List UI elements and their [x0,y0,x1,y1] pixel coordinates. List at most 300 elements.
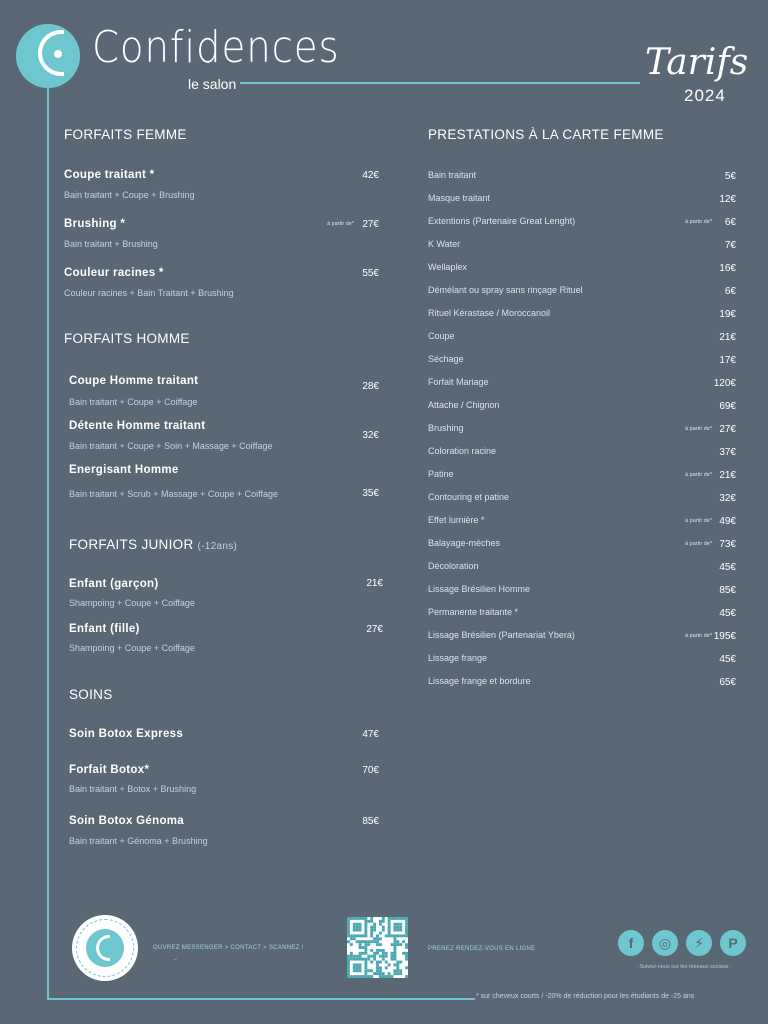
qr-module [399,972,402,975]
qr-module [385,934,388,937]
qr-module [367,943,370,946]
qr-module [399,943,402,946]
qr-module [370,949,373,952]
qr-module [388,932,391,935]
qr-module [373,926,376,929]
brand-subtitle: le salon [188,76,237,92]
qr-module [347,972,350,975]
qr-module [347,920,350,923]
qr-module [347,975,350,978]
carte-item-price: 73€ [719,539,736,550]
qr-module [396,963,399,966]
qr-module [359,929,362,932]
menu-item-desc: Couleur racines + Bain Traitant + Brushing [64,288,234,298]
qr-module [393,926,396,929]
badge-c-mark [96,935,110,961]
carte-item-name: Coupe [428,331,455,341]
qr-module [364,934,367,937]
menu-item-name: Enfant (fille) [69,623,140,635]
qr-module [393,923,396,926]
qr-module [382,917,385,920]
qr-module [370,920,373,923]
qr-module [362,958,365,961]
qr-module [385,966,388,969]
qr-module [379,955,382,958]
messenger-icon[interactable] [686,930,712,956]
qr-module [370,975,373,978]
qr-module [405,943,408,946]
qr-module [391,958,394,961]
qr-module [364,923,367,926]
carte-item-name: Balayage-mèches [428,538,501,548]
qr-module [347,940,350,943]
qr-module [353,923,356,926]
qr-module [382,952,385,955]
carte-item-name: Masque traitant [428,193,491,203]
qr-module [356,923,359,926]
qr-module [370,940,373,943]
logo-dot [54,50,62,58]
qr-module [364,969,367,972]
menu-item-price: 35€ [362,488,379,499]
qr-module [393,917,396,920]
carte-item-price: 49€ [719,516,736,527]
qr-module [393,934,396,937]
menu-item-desc: Bain traitant + Scrub + Massage + Coupe + Coiffage [69,489,278,499]
qr-module [405,929,408,932]
social-glyph: ◎ [658,934,672,951]
qr-module [376,969,379,972]
qr-module [388,917,391,920]
menu-item-price: 28€ [362,381,379,392]
qr-module [373,955,376,958]
qr-module [364,929,367,932]
qr-module [393,946,396,949]
header-divider [240,82,640,84]
qr-module [382,958,385,961]
price-from-label: à partir de* [685,426,712,432]
qr-module [376,952,379,955]
section-title-carte-femme: PRESTATIONS À LA CARTE FEMME [428,127,664,142]
qr-module [370,917,373,920]
carte-item-name: Décoloration [428,561,479,571]
qr-module [405,923,408,926]
carte-item-name: Lissage Brésilien Homme [428,584,531,594]
qr-module [350,934,353,937]
carte-item-name: Patine [428,469,454,479]
qr-module [405,932,408,935]
menu-item-desc: Shampoing + Coupe + Coiffage [69,598,195,608]
menu-item-name: Forfait Botox* [69,764,150,776]
carte-item-price: 6€ [724,286,736,297]
qr-module [388,934,391,937]
qr-module [405,917,408,920]
qr-module [388,926,391,929]
brand-name: Confidences [92,22,340,73]
qr-module [382,926,385,929]
qr-module [393,929,396,932]
carte-item-name: Lissage frange et bordure [428,676,531,686]
qr-module [391,917,394,920]
qr-module [379,923,382,926]
qr-module [347,955,350,958]
qr-module [402,940,405,943]
messenger-code-badge[interactable] [72,915,138,981]
qr-module [359,958,362,961]
qr-module [364,963,367,966]
price-from-label: à partir de* [685,472,712,478]
qr-module [359,969,362,972]
qr-module [399,934,402,937]
carte-item-price: 6€ [724,217,736,228]
qr-module [376,934,379,937]
qr-module [364,961,367,964]
qr-module [359,952,362,955]
menu-item-price: 21€ [366,578,383,589]
qr-module [388,920,391,923]
social-glyph: ⚡ [694,934,704,951]
qr-module [347,932,350,935]
carte-item-name: Lissage Brésilien (Partenariat Ybera) [428,630,575,640]
qr-module [399,926,402,929]
carte-item-price: 45€ [719,562,736,573]
qr-module [364,932,367,935]
section-title-text: FORFAITS JUNIOR [69,537,194,552]
qr-module [364,920,367,923]
qr-module [376,961,379,964]
price-from-label: à partir de* [685,541,712,547]
qr-module [391,955,394,958]
menu-item-name: Couleur racines * [64,267,164,279]
carte-item-price: 19€ [719,309,736,320]
qr-module [382,975,385,978]
qr-module [347,969,350,972]
qr-module [370,955,373,958]
qr-module [382,955,385,958]
qr-module [388,975,391,978]
qr-module [385,952,388,955]
qr-module [347,917,350,920]
qr-module [364,952,367,955]
qr-module [382,929,385,932]
qr-module [359,963,362,966]
menu-item-price: 27€ [366,624,383,635]
qr-module [347,958,350,961]
carte-item-price: 120€ [713,378,736,389]
qr-module [393,940,396,943]
qr-module [350,958,353,961]
qr-module [350,955,353,958]
pinterest-icon[interactable] [720,930,746,956]
qr-code[interactable] [347,917,408,978]
qr-module [405,958,408,961]
menu-item-price: 85€ [362,816,379,827]
frame-vertical-line [47,88,49,1000]
carte-item-name: Démélant ou spray sans rinçage Rituel [428,285,583,295]
qr-module [353,929,356,932]
arrow-icon: → [172,956,179,962]
qr-module [356,969,359,972]
menu-item-name: Coupe traitant * [64,169,155,181]
menu-item-price: 70€ [362,765,379,776]
qr-module [359,934,362,937]
carte-item-name: Séchage [428,354,464,364]
qr-module [396,940,399,943]
qr-module [347,926,350,929]
carte-item-name: Brushing [428,423,464,433]
page-title: Tarifs [645,42,749,83]
brand-logo [16,24,80,88]
qr-module [396,961,399,964]
qr-module [370,961,373,964]
qr-module [364,943,367,946]
qr-module [350,943,353,946]
qr-module [373,952,376,955]
qr-module [356,955,359,958]
qr-module [393,958,396,961]
qr-module [356,926,359,929]
carte-item-name: Attache / Chignon [428,400,500,410]
section-title-soins: SOINS [69,687,113,702]
qr-module [356,963,359,966]
qr-module [373,929,376,932]
qr-module [379,937,382,940]
qr-module [405,975,408,978]
instagram-icon[interactable] [652,930,678,956]
menu-item-desc: Bain traitant + Coupe + Coiffage [69,397,198,407]
qr-module [364,958,367,961]
qr-module [379,969,382,972]
qr-module [393,972,396,975]
qr-module [356,940,359,943]
carte-item-name: Bain traitant [428,170,477,180]
qr-module [376,940,379,943]
qr-module [347,961,350,964]
qr-module [402,952,405,955]
qr-module [393,955,396,958]
qr-module [376,937,379,940]
section-title-forfaits-homme: FORFAITS HOMME [64,331,190,346]
qr-module [364,946,367,949]
carte-item-name: Contouring et patine [428,492,510,502]
qr-module [388,963,391,966]
menu-item-desc: Bain traitant + Coupe + Soin + Massage + Coiffage [69,441,273,451]
carte-item-price: 7€ [724,240,736,251]
qr-module [376,943,379,946]
qr-module [370,929,373,932]
qr-module [359,975,362,978]
qr-module [405,934,408,937]
qr-module [359,917,362,920]
qr-module [353,955,356,958]
price-from-label: à partir de* [685,219,712,225]
qr-module [376,963,379,966]
page-year: 2024 [684,86,726,105]
qr-module [379,975,382,978]
qr-module [393,952,396,955]
qr-module [353,975,356,978]
menu-item-desc: Bain traitant + Botox + Brushing [69,784,197,794]
qr-module [388,929,391,932]
frame-bottom-line [47,998,475,1000]
qr-module [405,920,408,923]
qr-module [399,917,402,920]
menu-item-name: Energisant Homme [69,464,179,476]
carte-item-name: K Water [428,239,461,249]
qr-module [356,975,359,978]
qr-module [353,963,356,966]
qr-module [373,958,376,961]
section-subtitle: (-12ans) [197,541,238,552]
qr-module [356,958,359,961]
qr-module [373,937,376,940]
price-from-label: à partir de* [327,221,354,227]
menu-item-price: 32€ [362,430,379,441]
qr-module [388,923,391,926]
qr-module [391,943,394,946]
qr-module [373,940,376,943]
qr-module [367,940,370,943]
qr-module [364,972,367,975]
carte-item-price: 17€ [719,355,736,366]
booking-text: PRENEZ RENDEZ-VOUS EN LIGNE [428,946,536,952]
qr-module [396,923,399,926]
qr-module [396,943,399,946]
carte-item-price: 21€ [719,332,736,343]
qr-module [396,934,399,937]
qr-module [364,917,367,920]
qr-module [347,929,350,932]
qr-module [350,937,353,940]
qr-module [364,926,367,929]
qr-module [350,917,353,920]
qr-module [367,920,370,923]
qr-module [385,955,388,958]
follow-us-text: - Suivez-nous sur les réseaux sociaux - [636,964,732,970]
qr-module [359,966,362,969]
qr-module [364,949,367,952]
carte-item-price: 16€ [719,263,736,274]
qr-module [399,969,402,972]
menu-item-name: Détente Homme traitant [69,420,206,432]
qr-module [347,966,350,969]
qr-module [350,952,353,955]
menu-item-desc: Bain traitant + Brushing [64,239,158,249]
qr-module [359,923,362,926]
messenger-instruction: OUVREZ MESSENGER > CONTACT > SCANNEZ ! [153,945,304,951]
carte-item-price: 85€ [719,585,736,596]
qr-code-graphic [347,917,408,978]
menu-item-desc: Bain traitant + Génoma + Brushing [69,836,208,846]
section-title-forfaits-femme: FORFAITS FEMME [64,127,187,142]
qr-module [399,923,402,926]
menu-item-price: 27€ [362,219,379,230]
carte-item-name: Effet lumière * [428,515,485,525]
qr-module [388,972,391,975]
qr-module [405,955,408,958]
qr-module [393,949,396,952]
menu-item-price: 55€ [362,268,379,279]
menu-item-price: 47€ [362,729,379,740]
qr-module [367,955,370,958]
qr-module [353,969,356,972]
qr-module [362,946,365,949]
badge-logo [86,929,124,967]
carte-item-name: Forfait Mariage [428,377,489,387]
qr-module [353,934,356,937]
facebook-icon[interactable] [618,930,644,956]
menu-item-name: Brushing * [64,218,126,230]
qr-module [382,972,385,975]
qr-module [399,929,402,932]
carte-item-price: 45€ [719,654,736,665]
qr-module [364,975,367,978]
social-glyph: f [628,935,634,951]
price-from-label: à partir de* [685,518,712,524]
carte-item-price: 5€ [724,171,736,182]
qr-module [353,966,356,969]
carte-item-price: 27€ [719,424,736,435]
qr-module [379,966,382,969]
carte-item-price: 12€ [719,194,736,205]
carte-item-price: 32€ [719,493,736,504]
qr-module [362,940,365,943]
qr-module [385,975,388,978]
carte-item-price: 69€ [719,401,736,412]
menu-item-desc: Bain traitant + Coupe + Brushing [64,190,195,200]
qr-module [396,929,399,932]
qr-module [362,934,365,937]
menu-item-price: 42€ [362,170,379,181]
qr-module [359,946,362,949]
qr-module [405,946,408,949]
qr-module [370,932,373,935]
qr-module [396,917,399,920]
qr-module [356,966,359,969]
carte-item-name: Wellaplex [428,262,467,272]
qr-module [362,952,365,955]
carte-item-price: 37€ [719,447,736,458]
menu-item-name: Soin Botox Génoma [69,815,184,827]
qr-module [359,955,362,958]
qr-module [359,943,362,946]
qr-module [382,949,385,952]
qr-module [405,926,408,929]
carte-item-name: Permanente traitante * [428,607,519,617]
qr-module [393,943,396,946]
qr-module [370,969,373,972]
qr-module [364,966,367,969]
qr-module [396,926,399,929]
qr-module [385,961,388,964]
carte-item-price: 45€ [719,608,736,619]
qr-module [353,926,356,929]
qr-module [405,952,408,955]
carte-item-name: Lissage frange [428,653,488,663]
qr-module [399,961,402,964]
price-from-label: à partir de* [685,633,712,639]
menu-item-name: Enfant (garçon) [69,578,159,590]
qr-module [370,926,373,929]
qr-module [379,949,382,952]
qr-module [356,929,359,932]
qr-module [356,934,359,937]
qr-module [376,949,379,952]
qr-module [391,975,394,978]
qr-module [356,917,359,920]
qr-module [393,969,396,972]
menu-item-desc: Shampoing + Coupe + Coiffage [69,643,195,653]
